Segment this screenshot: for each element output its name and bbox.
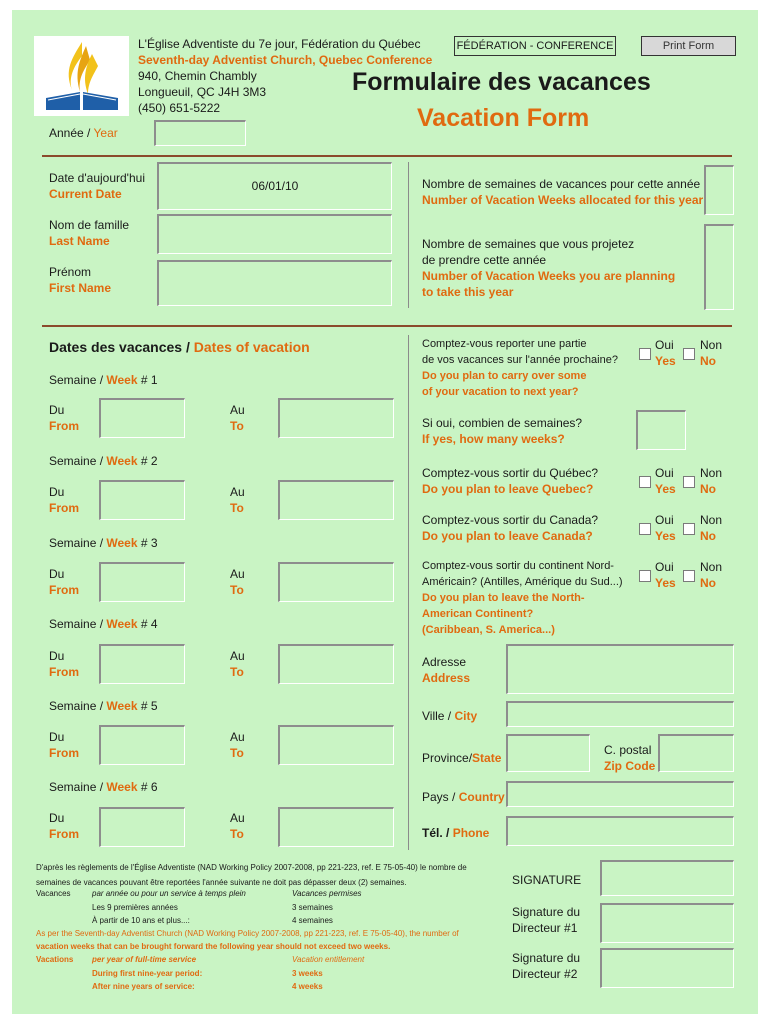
week-6-from-en: From	[49, 827, 79, 841]
week-3-to-field[interactable]	[278, 562, 394, 602]
week-1-to-fr: Au	[230, 403, 245, 417]
director-1-label-a: Signature du	[512, 905, 581, 919]
na-yes-fr: Oui	[655, 560, 674, 574]
na-yes-checkbox[interactable]	[639, 570, 651, 582]
allocated-weeks-field[interactable]	[704, 165, 734, 215]
org-address-1: 940, Chemin Chambly	[138, 69, 257, 83]
planned-weeks-label-en-2: to take this year	[422, 285, 514, 299]
carry-yes-fr: Oui	[655, 338, 674, 352]
week-4-to-field[interactable]	[278, 644, 394, 684]
canada-yes-en: Yes	[655, 529, 676, 543]
province-field[interactable]	[506, 734, 590, 772]
week-3-from-field[interactable]	[99, 562, 185, 602]
country-label: Pays / Country	[422, 790, 505, 804]
week-6-to-field[interactable]	[278, 807, 394, 847]
last-name-label-fr: Nom de famille	[49, 218, 130, 232]
planned-weeks-label-fr-1: Nombre de semaines que vous projetez	[422, 237, 635, 251]
week-4-to-fr: Au	[230, 649, 245, 663]
week-3-label: Semaine / Week # 3	[49, 536, 158, 550]
org-name-en: Seventh-day Adventist Church, Quebec Conference	[138, 53, 433, 67]
na-question-fr-2: Américain? (Antilles, Amérique du Sud...)	[422, 576, 623, 588]
week-5-from-fr: Du	[49, 730, 65, 744]
week-4-from-fr: Du	[49, 649, 65, 663]
dates-heading: Dates des vacances / Dates of vacation	[49, 339, 310, 355]
planned-weeks-label-fr-2: de prendre cette année	[422, 253, 547, 267]
carry-yes-checkbox[interactable]	[639, 348, 651, 360]
week-2-to-fr: Au	[230, 485, 245, 499]
zip-field[interactable]	[658, 734, 734, 772]
current-date-label-fr: Date d'aujourd'hui	[49, 171, 145, 185]
week-2-to-field[interactable]	[278, 480, 394, 520]
director-2-signature-field[interactable]	[600, 948, 734, 988]
week-5-from-en: From	[49, 746, 79, 760]
quebec-no-checkbox[interactable]	[683, 476, 695, 488]
na-yes-en: Yes	[655, 576, 676, 590]
canada-yes-checkbox[interactable]	[639, 523, 651, 535]
howmany-question-en: If yes, how many weeks?	[422, 432, 565, 446]
carry-question-fr-1: Comptez-vous reporter une partie	[422, 338, 587, 350]
na-question-en-1: Do you plan to leave the North-	[422, 592, 585, 604]
zip-label-fr: C. postal	[604, 743, 652, 757]
week-3-from-fr: Du	[49, 567, 65, 581]
na-question-en-2: American Continent?	[422, 608, 534, 620]
flame-book-icon	[34, 36, 129, 116]
quebec-question-en: Do you plan to leave Quebec?	[422, 482, 594, 496]
org-phone: (450) 651-5222	[138, 101, 221, 115]
week-2-from-fr: Du	[49, 485, 65, 499]
policy-fr-col1-head: par année ou pour un service à temps plein	[92, 889, 246, 898]
week-4-label: Semaine / Week # 4	[49, 617, 158, 631]
week-5-label: Semaine / Week # 5	[49, 699, 158, 713]
address-label-en: Address	[422, 671, 471, 685]
current-date-label-en: Current Date	[49, 187, 122, 201]
na-question-fr-1: Comptez-vous sortir du continent Nord-	[422, 560, 614, 572]
howmany-weeks-field[interactable]	[636, 410, 686, 450]
last-name-label-en: Last Name	[49, 234, 110, 248]
week-5-to-fr: Au	[230, 730, 245, 744]
week-3-from-en: From	[49, 583, 79, 597]
policy-en-row1-b: 3 weeks	[292, 969, 323, 978]
week-5-from-field[interactable]	[99, 725, 185, 765]
director-1-signature-field[interactable]	[600, 903, 734, 943]
week-6-label: Semaine / Week # 6	[49, 780, 158, 794]
na-question-en-3: (Caribbean, S. America...)	[422, 624, 555, 636]
carry-no-en: No	[700, 354, 716, 368]
form-title-fr: Formulaire des vacances	[352, 68, 651, 96]
country-field[interactable]	[506, 781, 734, 807]
policy-en-row2-a: After nine years of service:	[92, 982, 195, 991]
week-2-to-en: To	[230, 501, 244, 515]
form-title-en: Vacation Form	[417, 104, 590, 132]
signature-label: SIGNATURE	[512, 873, 582, 887]
city-field[interactable]	[506, 701, 734, 727]
na-no-checkbox[interactable]	[683, 570, 695, 582]
last-name-field[interactable]	[157, 214, 392, 254]
carry-no-checkbox[interactable]	[683, 348, 695, 360]
questions-vertical-divider	[408, 335, 409, 850]
canada-no-en: No	[700, 529, 716, 543]
week-2-label: Semaine / Week # 2	[49, 454, 158, 468]
zip-label-en: Zip Code	[604, 759, 656, 773]
canada-question-fr: Comptez-vous sortir du Canada?	[422, 513, 599, 527]
policy-en-line-2: vacation weeks that can be brought forward the following year should not exceed two weeks.	[36, 942, 391, 951]
policy-fr-row1-a: Les 9 premières années	[92, 903, 178, 912]
policy-en-col2-head: Vacation entitlement	[292, 955, 365, 964]
week-6-from-field[interactable]	[99, 807, 185, 847]
allocated-weeks-label-en: Number of Vacation Weeks allocated for this year	[422, 193, 704, 207]
org-address-2: Longueuil, QC J4H 3M3	[138, 85, 267, 99]
quebec-question-fr: Comptez-vous sortir du Québec?	[422, 466, 599, 480]
director-2-label-a: Signature du	[512, 951, 581, 965]
week-2-from-en: From	[49, 501, 79, 515]
section-divider-middle	[42, 325, 732, 327]
first-name-field[interactable]	[157, 260, 392, 306]
section-divider-top	[42, 155, 732, 157]
current-date-field[interactable]: 06/01/10	[157, 162, 392, 210]
policy-fr-line-1: D'après les règlements de l'Église Adventiste (NAD Working Policy 2007-2008, pp 221-223, ref. E 75-05-40) le nombre de	[36, 863, 467, 872]
first-name-label-fr: Prénom	[49, 265, 92, 279]
policy-en-row2-b: 4 weeks	[292, 982, 323, 991]
planned-weeks-field[interactable]	[704, 224, 734, 310]
policy-fr-row2-b: 4 semaines	[292, 916, 333, 925]
city-label: Ville / City	[422, 709, 478, 723]
policy-fr-row2-a: À partir de 10 ans et plus...:	[92, 916, 190, 925]
director-1-label-b: Directeur #1	[512, 921, 578, 935]
policy-en-vacations: Vacations	[36, 955, 74, 964]
carry-yes-en: Yes	[655, 354, 676, 368]
policy-fr-line-2: semaines de vacances pouvant être reportées l'année suivante ne doit pas dépasser deux (2) semaines.	[36, 878, 407, 887]
week-2-from-field[interactable]	[99, 480, 185, 520]
first-name-label-en: First Name	[49, 281, 112, 295]
planned-weeks-label-en-1: Number of Vacation Weeks you are planning	[422, 269, 676, 283]
org-name-fr: L'Église Adventiste du 7e jour, Fédération du Québec	[138, 37, 421, 51]
policy-fr-col2-head: Vacances permises	[292, 889, 362, 898]
week-6-to-en: To	[230, 827, 244, 841]
howmany-question-fr: Si oui, combien de semaines?	[422, 416, 583, 430]
canada-no-checkbox[interactable]	[683, 523, 695, 535]
policy-fr-vacances: Vacances	[36, 889, 71, 898]
policy-fr-row1-b: 3 semaines	[292, 903, 333, 912]
year-field[interactable]	[154, 120, 246, 146]
quebec-yes-fr: Oui	[655, 466, 674, 480]
canada-yes-fr: Oui	[655, 513, 674, 527]
address-label-fr: Adresse	[422, 655, 467, 669]
quebec-no-en: No	[700, 482, 716, 496]
carry-question-en-1: Do you plan to carry over some	[422, 370, 587, 382]
quebec-yes-en: Yes	[655, 482, 676, 496]
week-1-from-field[interactable]	[99, 398, 185, 438]
year-label: Année / Year	[49, 126, 118, 140]
policy-en-row1-a: During first nine-year period:	[92, 969, 203, 978]
week-3-to-en: To	[230, 583, 244, 597]
policy-en-col1-head: per year of full-time service	[92, 955, 197, 964]
signature-field[interactable]	[600, 860, 734, 896]
week-4-from-en: From	[49, 665, 79, 679]
week-1-to-field[interactable]	[278, 398, 394, 438]
carry-no-fr: Non	[700, 338, 723, 352]
na-no-en: No	[700, 576, 716, 590]
week-5-to-field[interactable]	[278, 725, 394, 765]
vacation-form-page	[12, 10, 758, 1014]
phone-label: Tél. / Phone	[422, 826, 490, 840]
na-no-fr: Non	[700, 560, 723, 574]
print-form-button[interactable]: Print Form	[641, 36, 736, 56]
week-5-to-en: To	[230, 746, 244, 760]
policy-en-line-1: As per the Seventh-day Adventist Church (NAD Working Policy 2007-2008, pp 221-223, ref. E 75-05-40), the number of	[36, 929, 459, 938]
identity-vertical-divider	[408, 162, 409, 308]
quebec-yes-checkbox[interactable]	[639, 476, 651, 488]
week-1-to-en: To	[230, 419, 244, 433]
week-3-to-fr: Au	[230, 567, 245, 581]
canada-no-fr: Non	[700, 513, 723, 527]
week-6-from-fr: Du	[49, 811, 65, 825]
quebec-no-fr: Non	[700, 466, 723, 480]
phone-field[interactable]	[506, 816, 734, 846]
week-1-from-fr: Du	[49, 403, 65, 417]
week-6-to-fr: Au	[230, 811, 245, 825]
week-1-from-en: From	[49, 419, 79, 433]
week-1-label: Semaine / Week # 1	[49, 373, 158, 387]
allocated-weeks-label-fr: Nombre de semaines de vacances pour cette année	[422, 177, 701, 191]
address-field[interactable]	[506, 644, 734, 694]
director-2-label-b: Directeur #2	[512, 967, 578, 981]
carry-question-fr-2: de vos vacances sur l'année prochaine?	[422, 354, 618, 366]
carry-question-en-2: of your vacation to next year?	[422, 386, 579, 398]
canada-question-en: Do you plan to leave Canada?	[422, 529, 593, 543]
week-4-from-field[interactable]	[99, 644, 185, 684]
week-4-to-en: To	[230, 665, 244, 679]
province-label: Province/State	[422, 751, 502, 765]
federation-conference-button[interactable]: FÉDÉRATION - CONFERENCE	[454, 36, 616, 56]
church-logo	[34, 36, 129, 116]
